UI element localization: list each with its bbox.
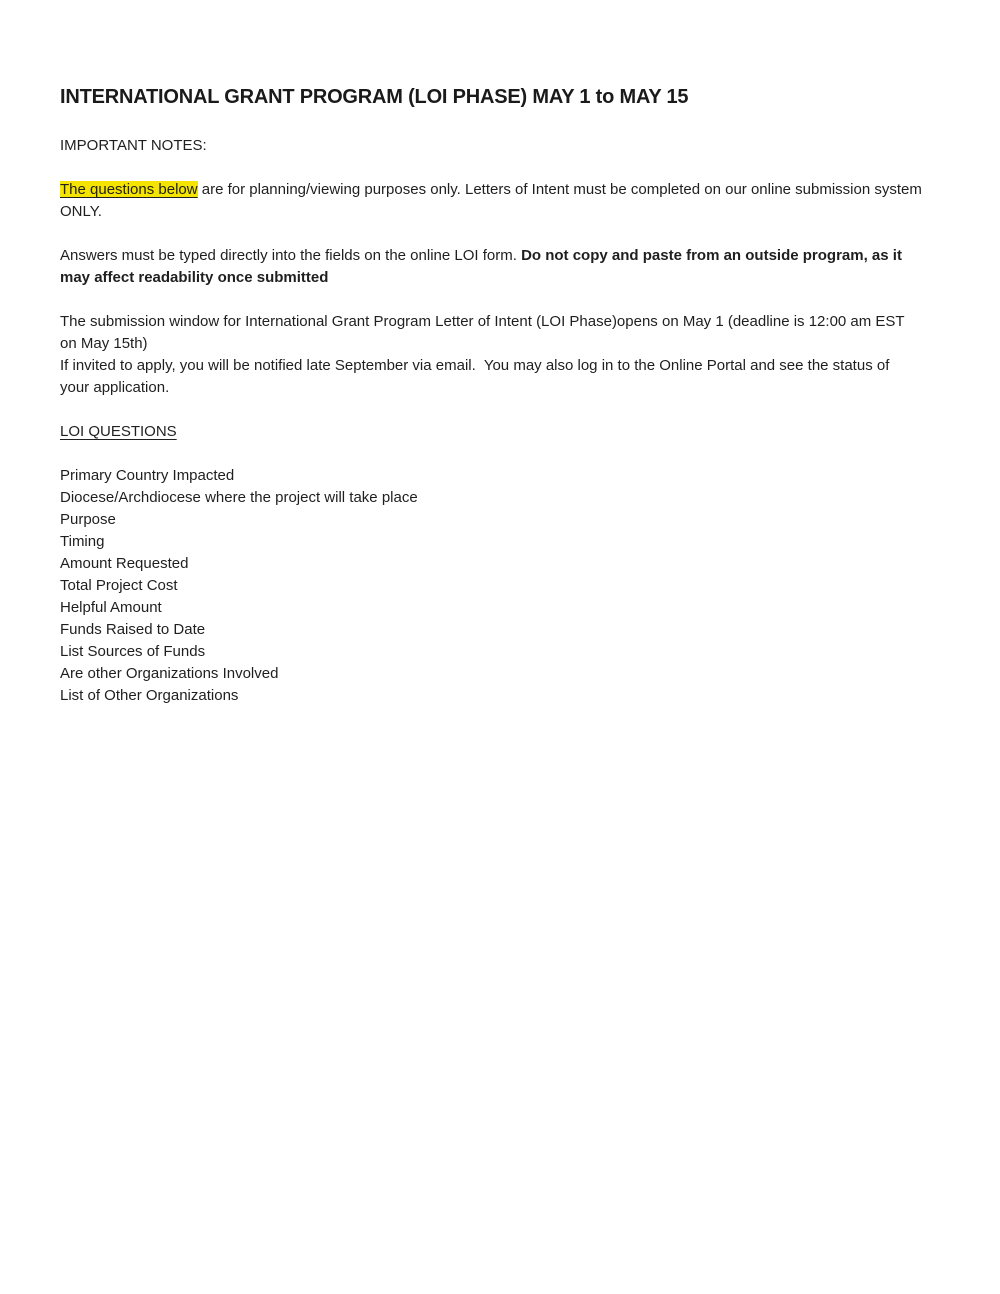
document-title: INTERNATIONAL GRANT PROGRAM (LOI PHASE) MAY 1 to MAY 15: [60, 86, 689, 108]
loi-questions-heading: LOI QUESTIONS: [60, 423, 177, 440]
questions-note-rest: are for planning/viewing purposes only. Letters of Intent must be completed on our online submission system ONLY.: [60, 181, 927, 220]
loi-question-item: Total Project Cost: [60, 577, 178, 594]
loi-question-item: List Sources of Funds: [60, 643, 206, 660]
submission-window-line1: The submission window for International Grant Program Letter of Intent (LOI Phase)opens on May 1 (deadline is 12:00 am EST on May 15th): [60, 313, 909, 352]
loi-question-item: Amount Requested: [60, 555, 189, 572]
loi-question-item: Diocese/Archdiocese where the project will take place: [60, 489, 418, 506]
loi-question-item: Are other Organizations Involved: [60, 665, 279, 682]
loi-question-item: Purpose: [60, 511, 116, 528]
submission-window-line2: If invited to apply, you will be notified late September via email. You may also log in to the Online Portal and see the status of your application.: [60, 357, 894, 396]
important-notes-text: IMPORTANT NOTES:: [60, 137, 207, 154]
answers-note-bold-warning: Do not copy and paste from an outside program, as it may affect readability once submitted: [60, 247, 907, 286]
paragraph-answers-note: [60, 245, 922, 289]
paragraph-questions-note: [60, 179, 927, 223]
loi-question-item: Helpful Amount: [60, 599, 162, 616]
loi-question-item: Funds Raised to Date: [60, 621, 206, 638]
important-notes-label: [60, 135, 922, 157]
highlighted-phrase: The questions below: [60, 181, 198, 198]
loi-question-item: List of Other Organizations: [60, 687, 239, 704]
loi-questions-list: [60, 465, 922, 707]
loi-question-item: Timing: [60, 533, 105, 550]
paragraph-submission-window: [60, 311, 922, 399]
answers-note-normal: Answers must be typed directly into the fields on the online LOI form.: [60, 247, 522, 264]
loi-question-item: Primary Country Impacted: [60, 467, 235, 484]
